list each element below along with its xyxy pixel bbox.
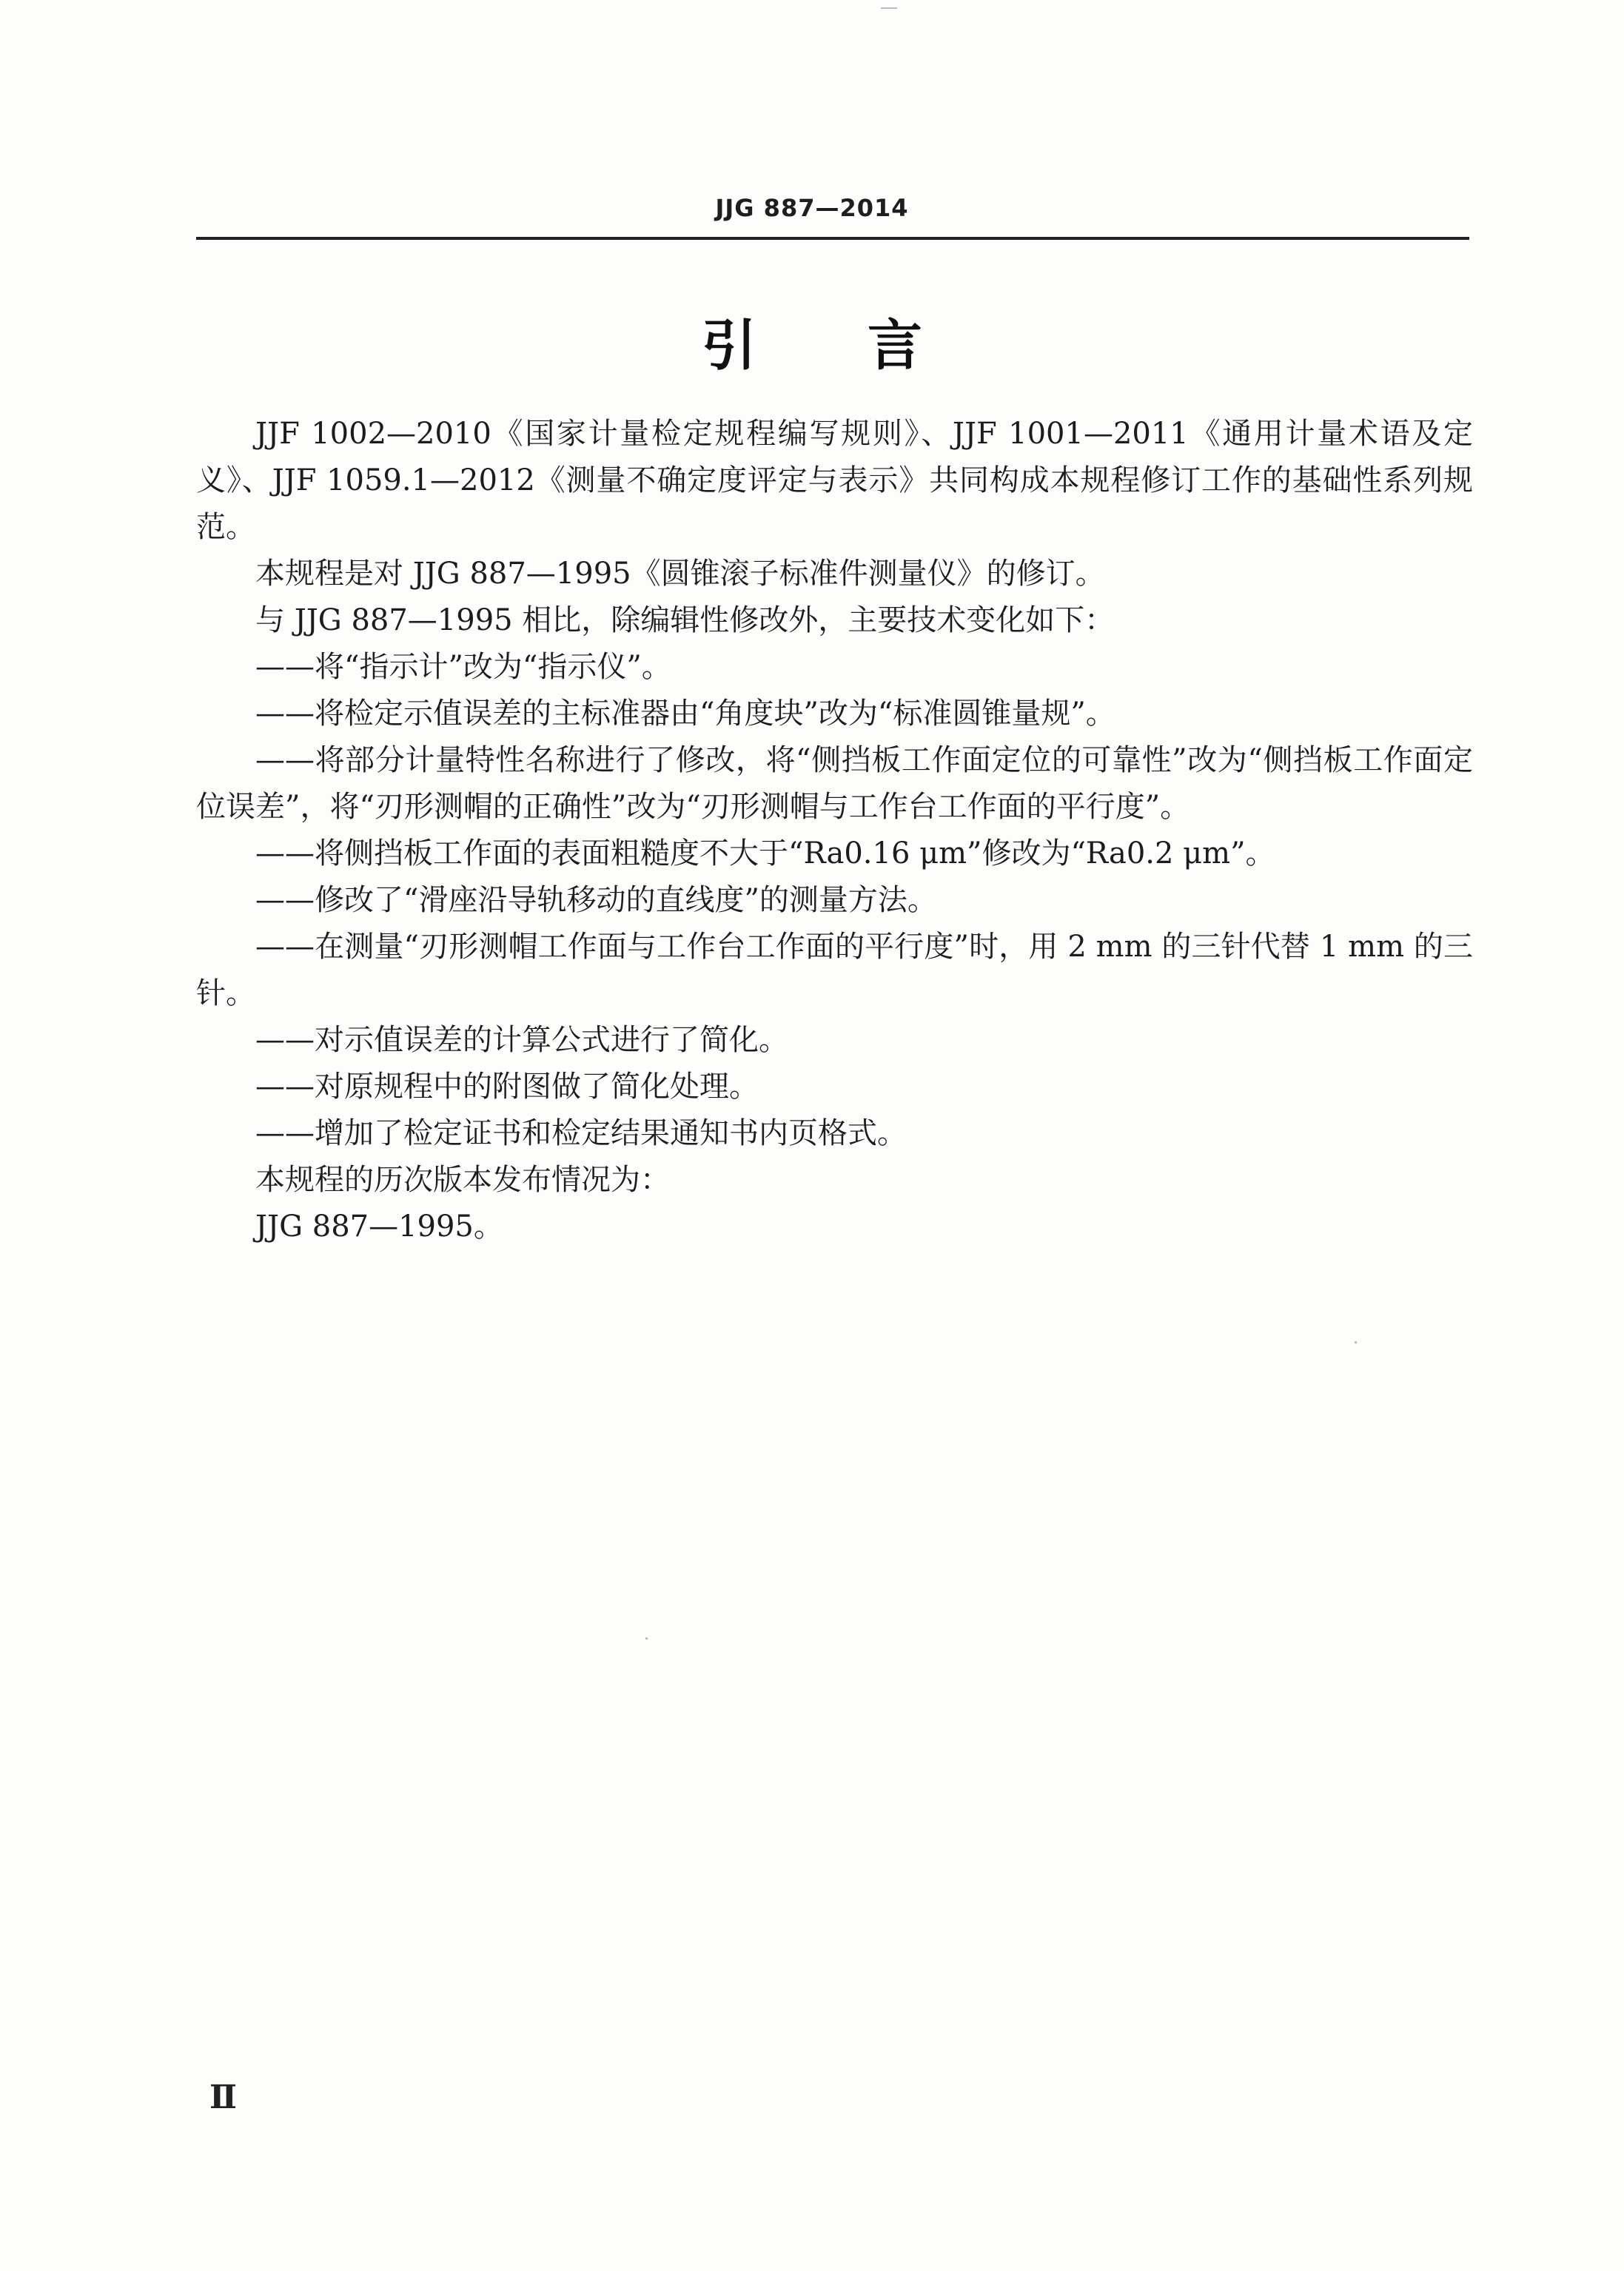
change-item: ——将部分计量特性名称进行了修改，将“侧挡板工作面定位的可靠性”改为“侧挡板工作面定位误差”，将“刃形测帽的正确性”改为“刃形测帽与工作台工作面的平行度”。 <box>196 743 1473 824</box>
change-item: ——对示值误差的计算公式进行了简化。 <box>255 1023 788 1057</box>
paragraph-references: JJF 1002—2010《国家计量检定规程编写规则》、JJF 1001—2011《通用计量术语及定义》、JJF 1059.1—2012《测量不确定度评定与表示》共同构成本规程修订工作的基础性系列规范。 <box>196 417 1473 544</box>
paragraph-revision-of: 本规程是对 JJG 887—1995《圆锥滚子标准件测量仪》的修订。 <box>255 557 1105 591</box>
change-item: ——将“指示计”改为“指示仪”。 <box>255 650 671 684</box>
page-title <box>0 302 1624 380</box>
change-item: ——增加了检定证书和检定结果通知书内页格式。 <box>255 1116 907 1150</box>
change-item: ——修改了“滑座沿导轨移动的直线度”的测量方法。 <box>255 883 937 917</box>
change-item: ——在测量“刃形测帽工作面与工作台工作面的平行度”时，用 2 mm 的三针代替 1 mm 的三针。 <box>196 930 1473 1010</box>
page-number: Ⅱ <box>209 2079 238 2116</box>
paragraph-changes-intro: 与 JJG 887—1995 相比，除编辑性修改外，主要技术变化如下： <box>255 603 1115 637</box>
scan-speck <box>1355 1341 1357 1344</box>
title-char-1: 引 <box>702 314 756 378</box>
standard-id-header: JJG 887—2014 <box>715 194 909 222</box>
change-item: ——对原规程中的附图做了简化处理。 <box>255 1070 759 1104</box>
change-item: ——将侧挡板工作面的表面粗糙度不大于“Ra0.16 μm”修改为“Ra0.2 μm”。 <box>255 836 1275 871</box>
change-item: ——将检定示值误差的主标准器由“角度块”改为“标准圆锥量规”。 <box>255 697 1115 731</box>
scan-speck <box>881 7 897 9</box>
title-char-2: 言 <box>868 314 922 378</box>
header-rule <box>196 237 1469 240</box>
scan-speck <box>645 1637 648 1640</box>
body-text <box>196 411 1473 1250</box>
paragraph-history-intro: 本规程的历次版本发布情况为： <box>255 1163 670 1197</box>
paragraph-history-version: JJG 887—1995。 <box>255 1210 503 1244</box>
